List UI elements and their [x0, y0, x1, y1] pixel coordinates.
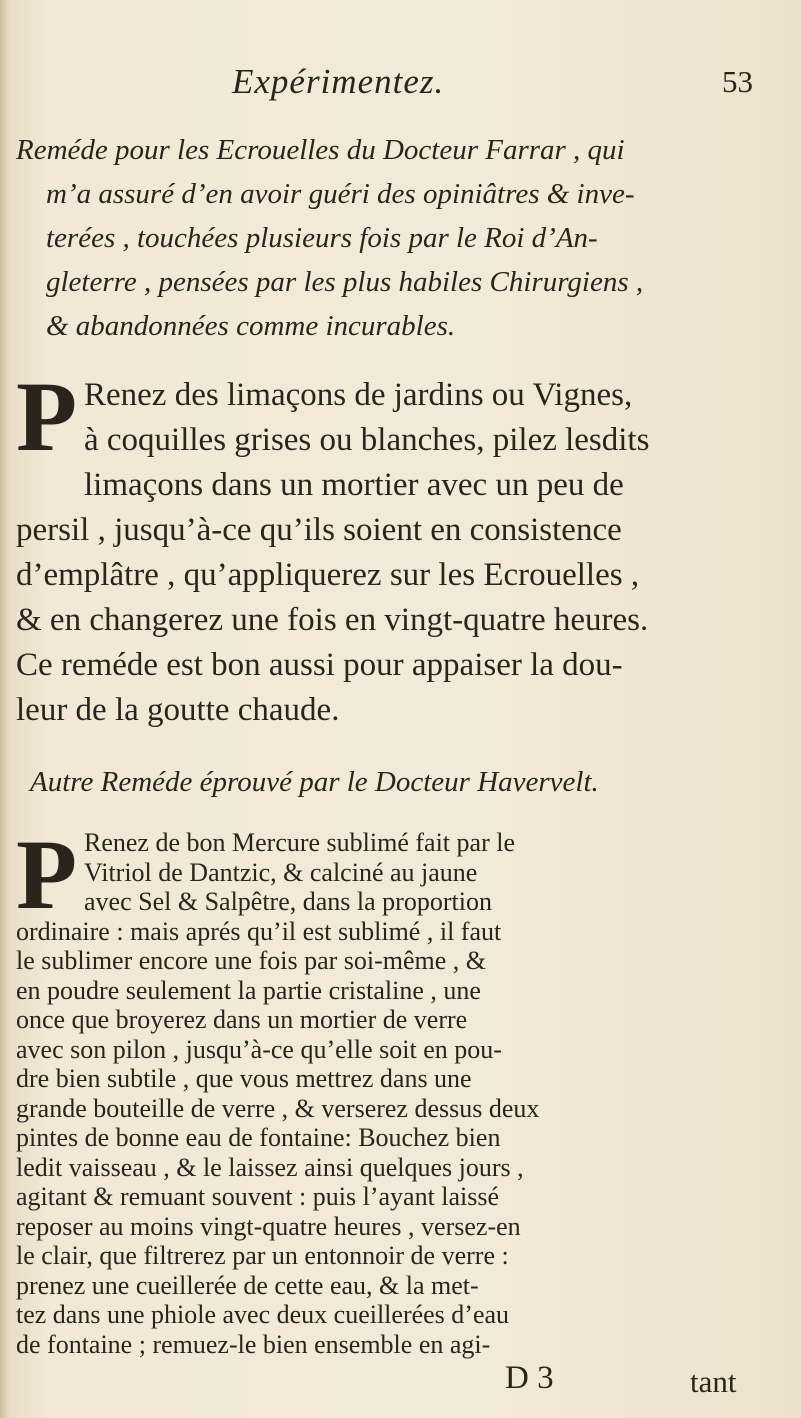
text-line: en poudre seulement la partie cristaline , une — [16, 975, 481, 1005]
text-line: à coquilles grises ou blanches, pilez lesdits — [84, 422, 650, 458]
text-line: reposer au moins vingt-quatre heures , versez-en — [16, 1211, 521, 1241]
text-line: d’emplâtre , qu’appliquerez sur les Ecrouelles , — [16, 557, 640, 593]
text-line: Renez des limaçons de jardins ou Vignes, — [84, 377, 633, 413]
catchword: tant — [690, 1364, 737, 1399]
page-spine-shadow — [0, 0, 10, 1418]
remedy1-title-line: m’a assuré d’en avoir guéri des opiniâtres & inve- — [46, 178, 635, 210]
remedy1-title-line: terées , touchées plusieurs fois par le Roi d’An- — [46, 222, 598, 254]
page-number: 53 — [722, 64, 753, 99]
text-line: Vitriol de Dantzic, & calciné au jaune — [84, 857, 478, 887]
text-line: ledit vaisseau , & le laissez ainsi quelques jours , — [16, 1152, 524, 1182]
text-line: Renez de bon Mercure sublimé fait par le — [84, 828, 515, 857]
remedy1-title-line: Reméde pour les Ecrouelles du Docteur Farrar , qui — [16, 134, 625, 166]
text-line: pintes de bonne eau de fontaine: Bouchez bien — [16, 1123, 501, 1152]
text-line: avec son pilon , jusqu’à-ce qu’elle soit en pou- — [16, 1034, 502, 1064]
text-line: once que broyerez dans un mortier de verre — [16, 1005, 468, 1034]
text-line: dre bien subtile , que vous mettrez dans une — [16, 1064, 472, 1093]
text-line: persil , jusqu’à-ce qu’ils soient en consistence — [16, 512, 622, 548]
drop-cap: P — [16, 361, 78, 472]
text-line: leur de la goutte chaude. — [16, 692, 340, 728]
text-line: agitant & remuant souvent : puis l’ayant laissé — [16, 1182, 500, 1211]
text-line: le clair, que filtrerez par un entonnoir de verre : — [16, 1241, 509, 1270]
running-header — [0, 62, 801, 108]
text-line: ordinaire : mais aprés qu’il est sublimé , il faut — [16, 916, 502, 946]
text-line: prenez une cueillerée de cette eau, & la met- — [16, 1270, 479, 1300]
remedy1-title-line: gleterre , pensées par les plus habiles Chirurgiens , — [46, 266, 644, 298]
text-line: tez dans une phiole avec deux cueillerées d’eau — [16, 1300, 510, 1329]
drop-cap: P — [16, 819, 78, 930]
remedy1-title-line: & abandonnées comme incurables. — [46, 310, 456, 342]
running-title: Expérimentez. — [232, 62, 445, 101]
text-line: avec Sel & Salpêtre, dans la proportion — [84, 887, 492, 916]
remedy2-title: Autre Reméde éprouvé par le Docteur Havervelt. — [30, 766, 599, 798]
text-line: grande bouteille de verre , & verserez dessus deux — [16, 1093, 540, 1123]
text-line: le sublimer encore une fois par soi-même , & — [16, 946, 487, 975]
text-line: & en changerez une fois en vingt-quatre heures. — [16, 602, 649, 638]
text-line: limaçons dans un mortier avec un peu de — [84, 467, 624, 503]
text-line: de fontaine ; remuez-le bien ensemble en agi- — [16, 1329, 491, 1359]
text-line: Ce reméde est bon aussi pour appaiser la dou- — [16, 647, 623, 683]
signature-mark: D 3 — [505, 1360, 554, 1396]
